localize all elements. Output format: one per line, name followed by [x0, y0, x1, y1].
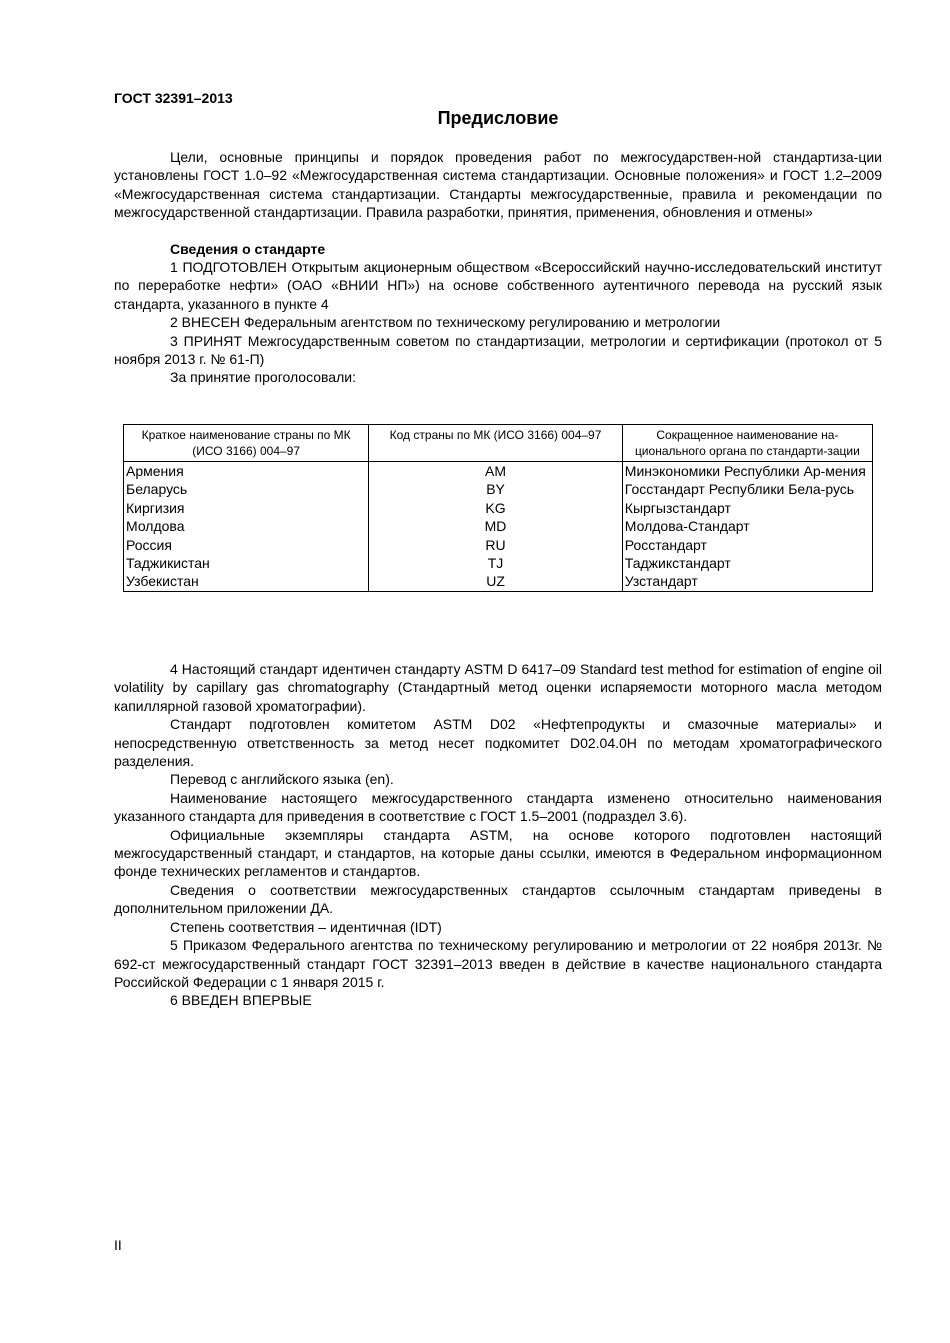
table-row: [124, 462, 873, 481]
code-cell: TJ: [369, 554, 623, 572]
voted-label: За принятие проголосовали:: [170, 369, 356, 386]
country-cell: Россия: [124, 536, 369, 554]
item-4-title-change: Наименование настоящего межгосударственного стандарта изменено относительно наименования указанного стандарта для приведения в соответствие с ГОСТ 1.5–2001 (подраздел 3.6).: [114, 789, 882, 825]
code-cell: UZ: [369, 572, 623, 591]
header-code: Код страны по МК (ИСО 3166) 004–97: [369, 425, 623, 462]
item-4: 4 Настоящий стандарт идентичен стандарту ASTM D 6417–09 Standard test method for estimation of engine oil volatility by capillary gas chromatography (Стандартный метод оценки испаряемости моторного масла методом капиллярной газовой хроматографии).: [114, 661, 882, 714]
info-item-1: 1 ПОДГОТОВЛЕН Открытым акционерным обществом «Всероссийский научно-исследовательский институт по переработке нефти» (ОАО «ВНИИ НП») на основе собственного аутентичного перевода на русский язык стандарта, указанного в пункте 4: [114, 259, 882, 312]
body-cell: Минэкономики Республики Ар-мения: [622, 462, 872, 481]
page-number: II: [114, 1237, 122, 1253]
body-cell: Узстандарт: [622, 572, 872, 591]
body-cell: Молдова-Стандарт: [622, 517, 872, 535]
body-cell: Росстандарт: [622, 536, 872, 554]
item-4-degree: Степень соответствия – идентичная (IDT): [170, 918, 442, 935]
country-cell: Таджикистан: [124, 554, 369, 572]
item-4-translation: Перевод с английского языка (en).: [170, 771, 394, 788]
document-code: ГОСТ 32391–2013: [114, 90, 233, 106]
code-cell: RU: [369, 536, 623, 554]
foreword-body-continued: [114, 660, 882, 1010]
table-row: [124, 572, 873, 591]
info-item-3: 3 ПРИНЯТ Межгосударственным советом по стандартизации, метрологии и сертификации (протокол от 5 ноября 2013 г. № 61-П): [114, 332, 882, 368]
table-row: [124, 536, 873, 554]
country-cell: Армения: [124, 462, 369, 481]
country-cell: Киргизия: [124, 499, 369, 517]
code-cell: MD: [369, 517, 623, 535]
item-4-correspondence: Сведения о соответствии межгосударственных стандартов ссылочным стандартам приведены в дополнительном приложении ДА.: [114, 881, 882, 917]
table-header-row: [124, 425, 873, 462]
body-cell: Таджикстандарт: [622, 554, 872, 572]
country-cell: Узбекистан: [124, 572, 369, 591]
info-item-2: 2 ВНЕСЕН Федеральным агентством по техническому регулированию и метрологии: [170, 314, 721, 331]
voting-table: [123, 424, 873, 592]
table-row: [124, 499, 873, 517]
table-row: [124, 480, 873, 498]
header-body: Сокращенное наименование на-ционального органа по стандарти-зации: [622, 425, 872, 462]
intro-paragraph: Цели, основные принципы и порядок проведения работ по межгосударствен-ной стандартиза-ции установлены ГОСТ 1.0–92 «Межгосударственная система стандартизации. Основные положения» и ГОСТ 1.2–2009 «Межгосударственная система стандартизации. Стандарты межгосударственные, правила и рекомендации по межгосударственной стандартизации. Правила разработки, принятия, применения, обновления и отмены»: [114, 149, 882, 221]
code-cell: AM: [369, 462, 623, 481]
standard-info-heading: Сведения о стандарте: [170, 240, 326, 257]
item-6: 6 ВВЕДЕН ВПЕРВЫЕ: [170, 992, 312, 1009]
item-4-committee: Стандарт подготовлен комитетом ASTM D02 «Нефтепродукты и смазочные материалы» и непосредственную ответственность за метод несет подкомитет D02.04.0H по методам хроматографического разделения.: [114, 716, 882, 770]
code-cell: BY: [369, 480, 623, 498]
table-row: [124, 517, 873, 535]
country-cell: Беларусь: [124, 480, 369, 498]
header-country: Краткое наименование страны по МК (ИСО 3166) 004–97: [124, 425, 369, 462]
table-row: [124, 554, 873, 572]
country-cell: Молдова: [124, 517, 369, 535]
foreword-body: [114, 148, 882, 387]
body-cell: Кыргызстандарт: [622, 499, 872, 517]
page-title: Предисловие: [437, 108, 559, 128]
item-4-official-copies: Официальные экземпляры стандарта ASTM, на основе которого подготовлен настоящий межгосударственный стандарт, и стандартов, на которые даны ссылки, имеются в Федеральном информационном фонде технических регламентов и стандартов.: [114, 826, 882, 880]
code-cell: KG: [369, 499, 623, 517]
body-cell: Госстандарт Республики Бела-русь: [622, 480, 872, 498]
item-5: 5 Приказом Федерального агентства по техническому регулированию и метрологии от 22 ноября 2013г. № 692-ст межгосударственный стандарт ГОСТ 32391–2013 введен в действие в качестве национального стандарта Российской Федерации с 1 января 2015 г.: [114, 937, 882, 990]
